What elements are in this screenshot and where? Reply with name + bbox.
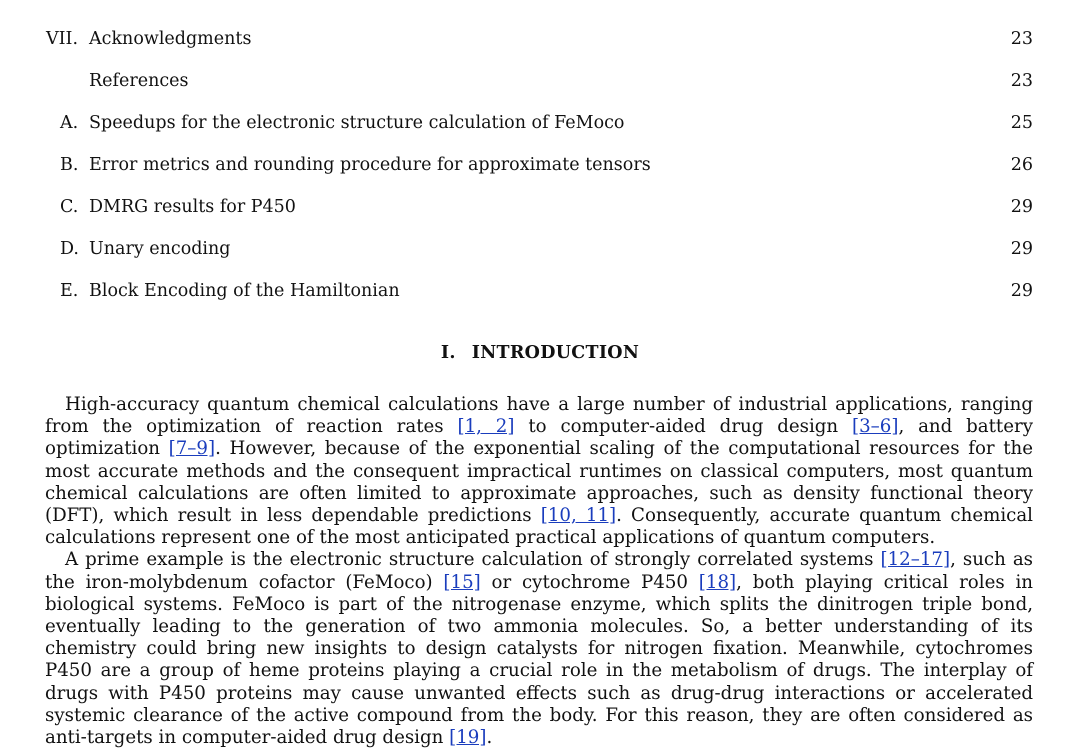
paragraph-text: . However, because of the exponential scaling of the computational resources for the most accurate methods and the consequent impractical runtimes on classical computers, most quantum chemical calculations are often limited to approximate approaches, such as density functional theory (DFT), which result in less dependable predictions	[45, 438, 1033, 527]
section-title: INTRODUCTION	[471, 343, 640, 363]
toc-entry-title[interactable]: Error metrics and rounding procedure for approximate tensors	[89, 155, 651, 175]
toc-entry-appendix-a[interactable]	[0, 111, 1080, 135]
paragraph-text: , and battery optimization	[45, 416, 1033, 460]
toc-entry-title[interactable]: Acknowledgments	[89, 29, 252, 49]
toc-entry-title[interactable]: Unary encoding	[89, 239, 231, 259]
paragraph-text: A prime example is the electronic structure calculation of strongly correlated systems	[65, 549, 881, 571]
toc-entry-appendix-e[interactable]	[0, 279, 1080, 303]
toc-entry-page[interactable]: 23	[1010, 29, 1033, 49]
toc-entry-page[interactable]: 23	[1010, 71, 1033, 91]
paragraph-text: to computer-aided drug design	[514, 416, 852, 438]
toc-entry-number: B.	[60, 155, 79, 175]
toc-entry-title[interactable]: Speedups for the electronic structure calculation of FeMoco	[89, 113, 625, 133]
citation-link[interactable]: [3–6]	[852, 416, 899, 438]
paragraph-text: , both playing critical roles in biological systems. FeMoco is part of the nitrogenase enzyme, which splits the dinitrogen triple bond, eventually leading to the generation of two ammonia molecules. So, a better understanding of its chemistry could bring new insights to design catalysts for nitrogen fixation. Meanwhile, cytochromes P450 are a group of heme proteins playing a crucial role in the metabolism of drugs. The interplay of drugs with P450 proteins may cause unwanted effects such as drug-drug interactions or accelerated systemic clearance of the active compound from the body. For this reason, they are often considered as anti-targets in computer-aided drug design	[45, 571, 1033, 749]
toc-entry-references[interactable]	[0, 69, 1080, 93]
paragraph-text: High-accuracy quantum chemical calculations have a large number of industrial applications, ranging from the optimization of reaction rates	[45, 394, 1033, 438]
citation-link[interactable]: [18]	[698, 571, 737, 593]
paragraph-text: . Consequently, accurate quantum chemical calculations represent one of the most anticipated practical applications of quantum computers.	[45, 505, 1033, 549]
paragraph-text: , such as the iron-molybdenum cofactor (FeMoco)	[45, 549, 1033, 593]
citation-link[interactable]: [19]	[449, 727, 487, 749]
toc-entry-number: D.	[60, 239, 79, 259]
paragraph-1	[45, 394, 1033, 549]
toc-entry-acknowledgments[interactable]	[0, 27, 1080, 51]
toc-entry-appendix-c[interactable]	[0, 195, 1080, 219]
toc-entry-page[interactable]: 25	[1010, 113, 1033, 133]
toc-entry-appendix-b[interactable]	[0, 153, 1080, 177]
paragraph-text: or cytochrome P450	[480, 571, 699, 593]
toc-entry-number: A.	[60, 113, 79, 133]
citation-link[interactable]: [1, 2]	[457, 416, 515, 438]
toc-entry-page[interactable]: 29	[1010, 281, 1033, 301]
toc-entry-number: E.	[60, 281, 79, 301]
citation-link[interactable]: [10, 11]	[540, 505, 617, 527]
toc-entry-appendix-d[interactable]	[0, 237, 1080, 261]
toc-entry-number: C.	[60, 197, 79, 217]
paragraph-text: .	[486, 727, 493, 749]
paragraph-2	[45, 549, 1033, 749]
toc-entry-title[interactable]: DMRG results for P450	[89, 197, 296, 217]
toc-entry-title[interactable]: Block Encoding of the Hamiltonian	[89, 281, 400, 301]
toc-entry-number: VII.	[46, 29, 79, 49]
toc-entry-page[interactable]: 26	[1010, 155, 1033, 175]
citation-link[interactable]: [12–17]	[880, 549, 951, 571]
section-number: I.	[440, 343, 456, 363]
toc-entry-page[interactable]: 29	[1010, 197, 1033, 217]
citation-link[interactable]: [15]	[443, 571, 481, 593]
section-body	[45, 394, 1033, 749]
section-heading	[0, 343, 1080, 363]
toc-entry-title[interactable]: References	[89, 71, 189, 91]
toc-entry-page[interactable]: 29	[1010, 239, 1033, 259]
citation-link[interactable]: [7–9]	[168, 438, 216, 460]
